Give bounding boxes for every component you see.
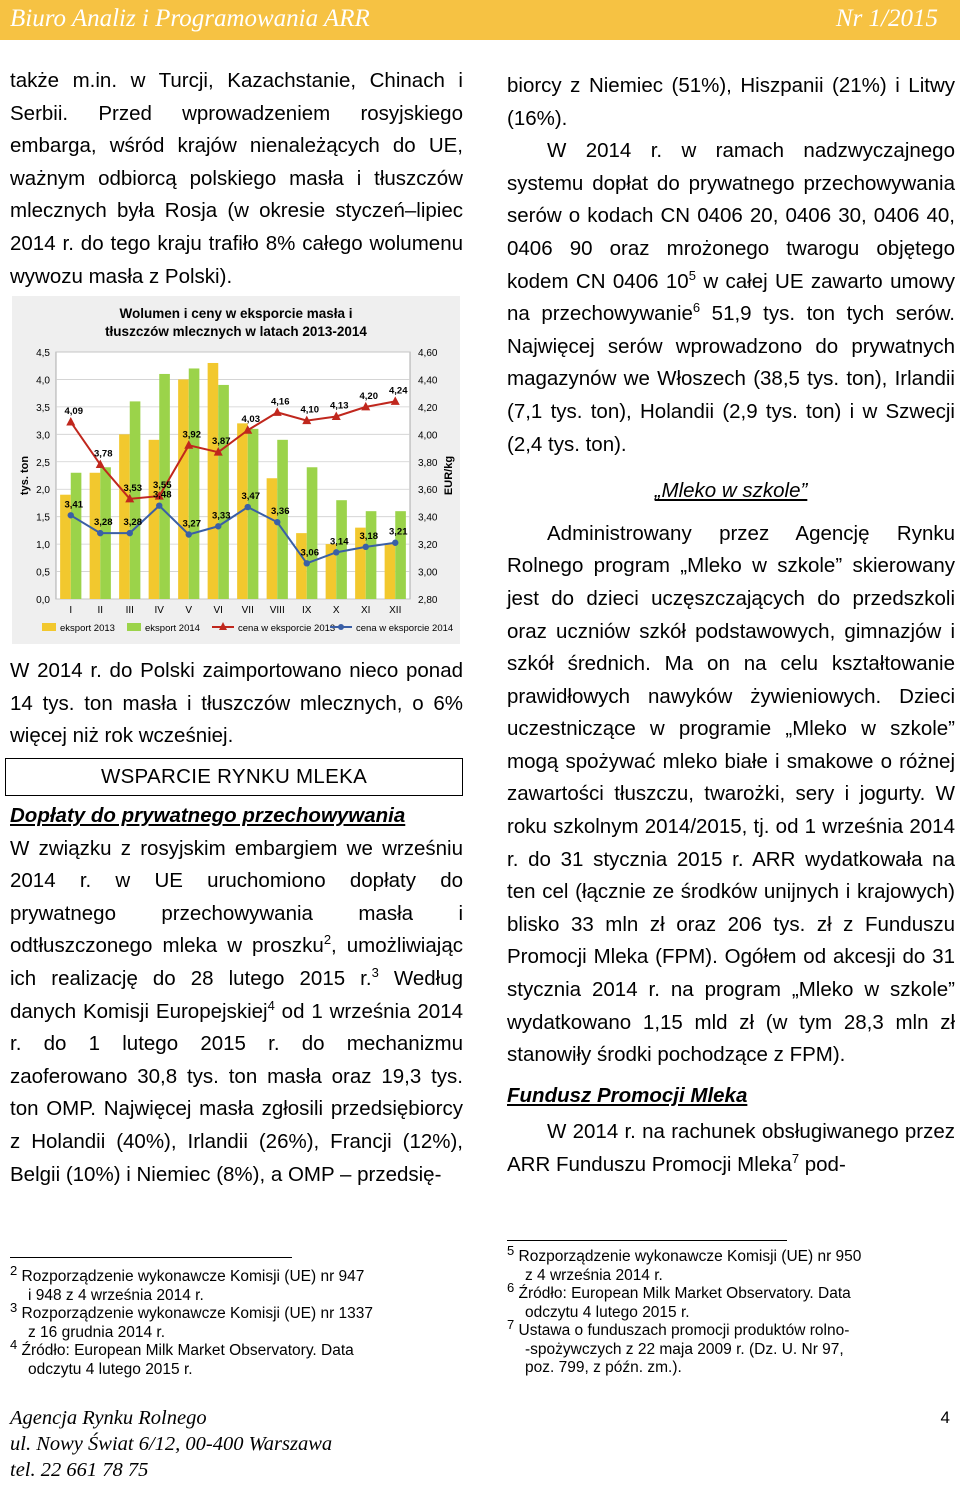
legend-swatch bbox=[127, 623, 141, 631]
bar-eksport-2013 bbox=[267, 478, 278, 599]
data-label: 4,20 bbox=[359, 390, 378, 402]
bar-eksport-2013 bbox=[149, 440, 160, 599]
paragraph: W 2014 r. w ramach nadzwyczajnego systemu dopłat do prywatnego przechowywania serów o kodach CN 0406 20, 0406 30, 0406 40, 0406 90 oraz mrożonego twarogu objętego kodem CN 0406 $10^5$ w całej UE zawarto umowy na przechowywanie$^6$ 51,9 tys. ton tych serów. Najwięcej serów wprowadzono do prywatnych magazynów we Włoszech (38,5 tys. ton), Irlandii (7,1 tys. ton), Holandii (2,9 tys. ton) i w Szwecji (2,4 tys. ton). bbox=[507, 139, 955, 456]
data-label: 3,27 bbox=[182, 518, 201, 530]
point-price-2014 bbox=[392, 540, 398, 546]
data-label: 4,03 bbox=[241, 414, 260, 426]
bar-eksport-2014 bbox=[71, 473, 82, 599]
publication-title: Biuro Analiz i Programowania ARR bbox=[10, 5, 370, 32]
y2-tick-label: 4,60 bbox=[418, 348, 438, 359]
footer-address bbox=[10, 1405, 332, 1483]
data-label: 4,16 bbox=[271, 396, 290, 408]
point-price-2014 bbox=[274, 519, 280, 525]
y-tick-label: 2,0 bbox=[36, 485, 50, 497]
y-tick-label: 0,0 bbox=[36, 595, 50, 606]
point-price-2014 bbox=[304, 560, 310, 566]
point-price-2014 bbox=[245, 504, 251, 510]
right-column bbox=[507, 70, 955, 1182]
y-tick-label: 3,0 bbox=[36, 430, 50, 442]
footnote-ref[interactable]: 4 bbox=[267, 997, 275, 1013]
bar-eksport-2014 bbox=[218, 385, 229, 599]
data-label: 3,47 bbox=[241, 491, 260, 503]
legend-label: cena w eksporcie 2014 bbox=[356, 623, 454, 634]
y-tick-label: 1,0 bbox=[36, 540, 50, 552]
y-tick-label: 2,5 bbox=[36, 457, 50, 469]
chart-title: tłuszczów mlecznych w latach 2013-2014 bbox=[105, 324, 367, 339]
point-price-2014 bbox=[68, 512, 74, 518]
footnote: $^7$ Ustawa o funduszach promocji produktów rolno- -spożywczych z 22 maja 2009 r. (Dz. U. Nr 97, poz. 799, z późn. zm.). bbox=[507, 1316, 850, 1376]
point-price-2014 bbox=[186, 531, 192, 537]
data-label: 3,14 bbox=[330, 536, 349, 548]
footnotes-left bbox=[10, 1262, 460, 1379]
data-label: 4,24 bbox=[389, 385, 408, 397]
bar-eksport-2013 bbox=[385, 544, 396, 599]
left-column bbox=[10, 65, 463, 293]
footnote-ref[interactable]: 5 bbox=[688, 267, 696, 283]
data-label: 3,92 bbox=[182, 429, 201, 441]
footnote-ref[interactable]: 7 bbox=[791, 1151, 800, 1167]
bar-eksport-2014 bbox=[366, 511, 377, 599]
y-tick-label: 4,5 bbox=[36, 348, 50, 359]
bar-eksport-2014 bbox=[307, 467, 318, 599]
issue-number: Nr 1/2015 bbox=[835, 5, 938, 32]
x-tick-label: XII bbox=[389, 605, 402, 616]
legend-marker bbox=[338, 624, 344, 630]
paragraph: W 2014 r. na rachunek obsługiwanego przez ARR Funduszu Promocji Mleka$^7$ pod- bbox=[507, 1120, 955, 1176]
legend-label: cena w eksporcie 2013 bbox=[238, 623, 336, 634]
legend-label: eksport 2013 bbox=[60, 623, 115, 634]
page-number: 4 bbox=[940, 1408, 950, 1427]
x-tick-label: III bbox=[125, 605, 134, 616]
y-tick-label: 4,0 bbox=[36, 375, 50, 387]
point-price-2014 bbox=[97, 530, 103, 536]
y2-axis-label: EUR/kg bbox=[443, 455, 455, 496]
subheading: Fundusz Promocji Mleka bbox=[507, 1083, 748, 1107]
x-tick-label: VII bbox=[241, 605, 254, 616]
data-label: 4,10 bbox=[300, 404, 319, 416]
y2-tick-label: 3,20 bbox=[418, 540, 438, 552]
footnote: $^5$ Rozporządzenie wykonawcze Komisji (UE) nr 950 z 4 września 2014 r. bbox=[507, 1242, 862, 1284]
data-label: 4,09 bbox=[64, 405, 83, 417]
data-label: 3,06 bbox=[300, 547, 319, 559]
point-price-2014 bbox=[156, 502, 162, 508]
data-label: 3,18 bbox=[359, 530, 378, 542]
x-tick-label: VIII bbox=[269, 605, 285, 616]
data-label: 3,33 bbox=[212, 510, 231, 522]
data-label: 4,13 bbox=[330, 400, 349, 412]
paragraph: Administrowany przez Agencję Rynku Rolnego program „Mleko w szkole” skierowany jest do dzieci uczęszczających do przedszkoli oraz uczniów szkół podstawowych, gimnazjów i szkół średnich. Ma on na celu kształtowanie prawidłowych nawyków żywieniowych. Dzieci uczestniczące w programie „Mleko w szkole” mogą spożywać mleko białe i smakowe o różnej zawartości tłuszczu, twarożki, sery i jogurty. W roku szkolnym 2014/2015, tj. od 1 września 2014 r. do 31 stycznia 2015 r. ARR wydatkowała na ten cel (łącznie ze środków unijnych i krajowych) blisko 33 mln zł oraz 206 tys. zł z Funduszu Promocji Mleka (FPM). Ogółem od akcesji do 31 stycznia 2014 r. na program „Mleko w szkole” wydatkowano 1,15 mld zł (w tym 28,3 mln zł stanowiły środki pochodzące z FPM). bbox=[507, 521, 955, 1067]
point-price-2014 bbox=[127, 530, 133, 536]
x-tick-label: VI bbox=[213, 605, 223, 616]
x-tick-label: XI bbox=[361, 605, 371, 616]
footnote-ref[interactable]: 6 bbox=[692, 300, 701, 316]
bar-eksport-2013 bbox=[60, 495, 71, 599]
chart-svg bbox=[12, 296, 460, 644]
x-tick-label: IV bbox=[154, 605, 164, 616]
x-tick-label: I bbox=[69, 605, 73, 616]
paragraph: W 2014 r. do Polski zaimportowano nieco ponad 14 tys. ton masła i tłuszczów mlecznych, o 6% więcej niż rok wcześniej. bbox=[10, 659, 463, 748]
section-title: WSPARCIE RYNKU MLEKA bbox=[100, 765, 368, 788]
y2-tick-label: 4,00 bbox=[418, 430, 438, 442]
left-lower-text bbox=[10, 800, 463, 1191]
footnote: $^4$ Źródło: European Milk Market Observatory. Data odczytu 4 lutego 2015 r. bbox=[10, 1336, 354, 1378]
footnote-ref[interactable]: 3 bbox=[371, 965, 379, 981]
y-tick-label: 1,5 bbox=[36, 512, 50, 524]
data-label: 3,21 bbox=[389, 526, 408, 538]
footnote: $^6$ Źródło: European Milk Market Observatory. Data odczytu 4 lutego 2015 r. bbox=[507, 1279, 851, 1321]
chart-title: Wolumen i ceny w eksporcie masła i bbox=[119, 306, 353, 321]
header-bar bbox=[0, 0, 960, 40]
section-box bbox=[5, 758, 463, 796]
legend-swatch bbox=[42, 623, 56, 631]
y-tick-label: 0,5 bbox=[36, 567, 50, 579]
bar-eksport-2013 bbox=[208, 363, 219, 599]
paragraph: W związku z rosyjskim embargiem we wrześniu 2014 r. w UE uruchomiono dopłaty do prywatnego przechowywania masła i odtłuszczonego mleka w proszku$^2$, umożliwiając ich realizację do 28 lutego 2015 r.$^3$ Według danych Komisji Europejskiej$^4$ od 1 września 2014 r. do 1 lutego 2015 r. do mechanizmu zaoferowano 30,8 tys. ton masła oraz 19,3 tys. ton OMP. Najwięcej masła zgłosili przedsiębiorcy z Holandii (40%), Irlandii (26%), Francji (12%), Belgii (10%) i Niemiec (8%), a OMP – przedsię- bbox=[10, 836, 463, 1186]
footnote: $^3$ Rozporządzenie wykonawcze Komisji (UE) nr 1337 z 16 grudnia 2014 r. bbox=[10, 1299, 374, 1341]
subheading: „Mleko w szkole” bbox=[654, 479, 808, 503]
data-label: 3,28 bbox=[123, 517, 142, 529]
y2-tick-label: 3,00 bbox=[418, 567, 438, 579]
x-tick-label: X bbox=[332, 605, 340, 616]
data-label: 3,28 bbox=[94, 517, 113, 529]
data-label: 3,36 bbox=[271, 506, 290, 518]
x-tick-label: II bbox=[97, 605, 104, 616]
bar-eksport-2013 bbox=[178, 379, 189, 599]
import-paragraph bbox=[10, 655, 463, 753]
y2-tick-label: 3,60 bbox=[418, 485, 438, 497]
agency-address: ul. Nowy Świat 6/12, 00-400 Warszawa bbox=[10, 1433, 333, 1455]
data-label: 3,48 bbox=[153, 489, 172, 501]
x-tick-label: V bbox=[185, 605, 193, 616]
y2-tick-label: 4,20 bbox=[418, 402, 438, 414]
footnote: $^2$ Rozporządzenie wykonawcze Komisji (UE) nr 947 i 948 z 4 września 2014 r. bbox=[10, 1262, 365, 1304]
footnote-rule bbox=[507, 1240, 787, 1241]
subheading: Dopłaty do prywatnego przechowywania bbox=[10, 804, 406, 827]
paragraph: także m.in. w Turcji, Kazachstanie, Chinach i Serbii. Przed wprowadzeniem rosyjskiego embarga, wśród krajów nienależących do UE, ważnym odbiorcą polskiego masła i tłuszczów mlecznych była Rosja (w okresie styczeń–lipiec 2014 r. do tego kraju trafiło 8% całego wolumenu wywozu masła z Polski). bbox=[10, 69, 463, 288]
y2-tick-label: 4,40 bbox=[418, 375, 438, 387]
footnote-ref[interactable]: 2 bbox=[323, 932, 332, 948]
data-label: 3,78 bbox=[94, 448, 113, 460]
x-tick-label: IX bbox=[302, 605, 312, 616]
point-price-2014 bbox=[363, 544, 369, 550]
footnote-rule bbox=[10, 1257, 292, 1258]
y-tick-label: 3,5 bbox=[36, 402, 50, 414]
data-label: 3,87 bbox=[212, 436, 231, 448]
bar-eksport-2014 bbox=[248, 429, 259, 599]
paragraph: biorcy z Niemiec (51%), Hiszpanii (21%) i Litwy (16%). bbox=[507, 74, 955, 130]
export-chart bbox=[12, 296, 460, 644]
data-label: 3,53 bbox=[123, 482, 142, 494]
agency-name: Agencja Rynku Rolnego bbox=[10, 1407, 207, 1429]
point-price-2014 bbox=[215, 523, 221, 529]
legend-label: eksport 2014 bbox=[145, 623, 200, 634]
y2-tick-label: 2,80 bbox=[418, 595, 438, 606]
data-label: 3,55 bbox=[153, 480, 172, 492]
y2-tick-label: 3,80 bbox=[418, 457, 438, 469]
footnotes-right bbox=[507, 1242, 957, 1378]
y-axis-label: tys. ton bbox=[19, 455, 31, 496]
y2-tick-label: 3,40 bbox=[418, 512, 438, 524]
data-label: 3,41 bbox=[64, 499, 83, 511]
agency-phone: tel. 22 661 78 75 bbox=[10, 1459, 149, 1481]
bar-eksport-2014 bbox=[189, 368, 200, 599]
bar-eksport-2014 bbox=[395, 511, 406, 599]
point-price-2014 bbox=[333, 549, 339, 555]
